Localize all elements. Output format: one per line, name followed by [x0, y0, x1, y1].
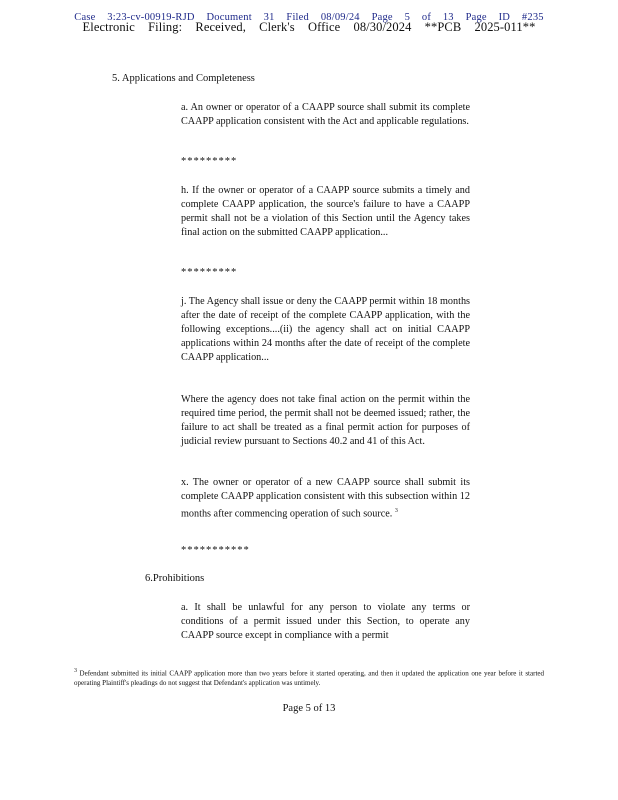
- paragraph-6a: a. It shall be unlawful for any person to violate any terms or conditions of a permit issued under this Section, to operate any CAAPP source except in compliance with a permit: [181, 602, 470, 641]
- paragraph-h: h. If the owner or operator of a CAAPP source submits a timely and complete CAAPP application, the source's failure to have a CAAPP permit shall not be a violation of this Section until the Agency takes final action on the submitted CAAPP application...: [181, 185, 470, 238]
- paragraph-j: j. The Agency shall issue or deny the CAAPP permit within 18 months after the date of receipt of the complete CAAPP application, with the following exceptions....(ii) the agency shall act on initial CAAPP applications within 24 months after the date of receipt of the complete CAAPP application...: [181, 296, 470, 363]
- omission-stars-1: *********: [181, 156, 238, 167]
- paragraph-x: [181, 476, 470, 521]
- section-5-heading: 5. Applications and Completeness: [112, 73, 255, 84]
- footnote-reference: 3: [394, 508, 398, 514]
- page-number: Page 5 of 13: [282, 703, 336, 714]
- filing-stamp-line: Electronic Filing: Received, Clerk's Office 08/30/2024 **PCB 2025-011**: [82, 20, 536, 34]
- omission-stars-2: *********: [181, 267, 238, 278]
- footnote-marker: 3: [74, 668, 77, 674]
- paragraph-x-text: x. The owner or operator of a new CAAPP source shall submit its complete CAAPP application consistent with this subsection within 12 months after commencing operation of such source.: [181, 477, 470, 520]
- section-6-heading: 6.Prohibitions: [145, 573, 205, 584]
- footnote: [74, 667, 544, 688]
- paragraph-a: a. An owner or operator of a CAAPP source shall submit its complete CAAPP application consistent with the Act and applicable regulations.: [181, 102, 470, 127]
- case-header-line: Case 3:23-cv-00919-RJD Document 31 Filed 08/09/24 Page 5 of 13 Page ID #235: [74, 12, 544, 23]
- paragraph-where: Where the agency does not take final action on the permit within the required time period, the permit shall not be deemed issued; rather, the failure to act shall be treated as a final permit action for purposes of judicial review pursuant to Sections 40.2 and 41 of this Act.: [181, 394, 470, 447]
- omission-stars-3: ***********: [181, 545, 250, 556]
- footnote-text: Defendant submitted its initial CAAPP application more than two years before it started operating, and then it updated the application one year before it started operating Plaintiff's pleadings do not suggest that Defendant's application was untimely.: [74, 669, 544, 687]
